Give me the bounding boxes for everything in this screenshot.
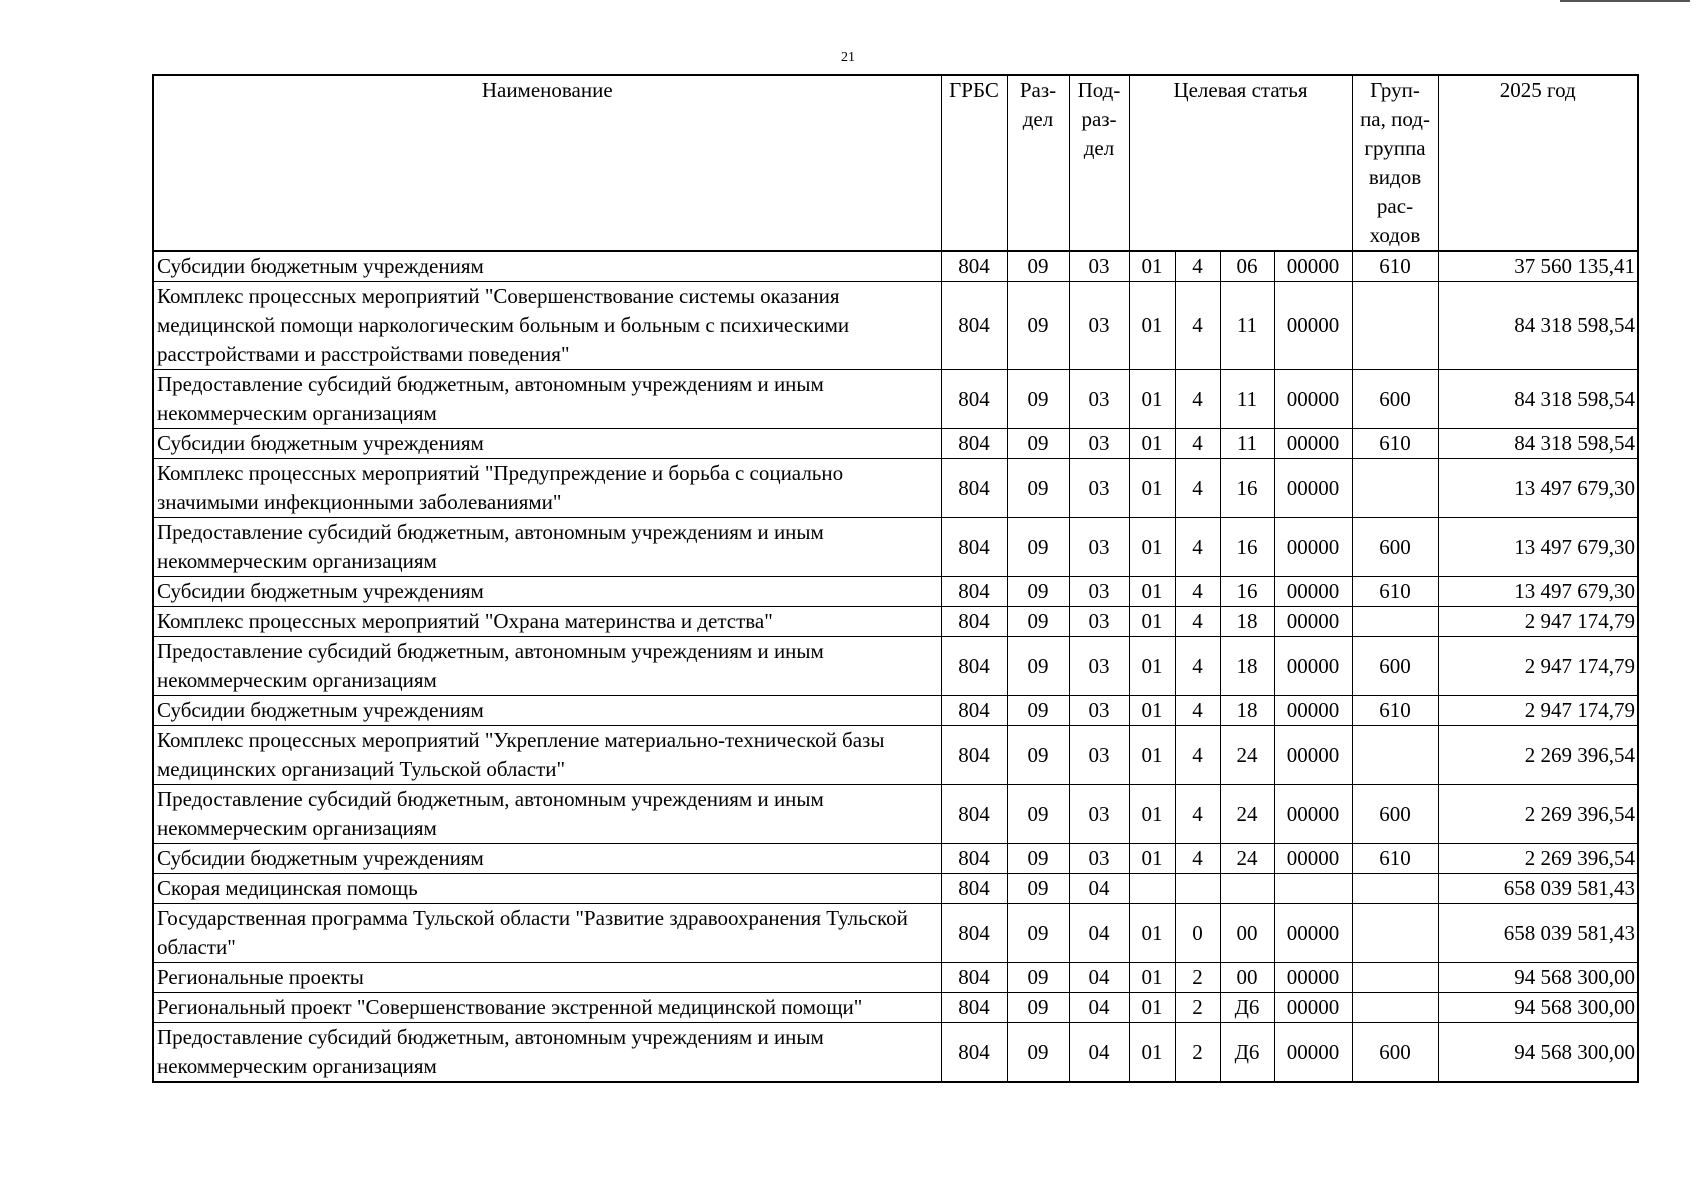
- target-program-cell: 01: [1129, 518, 1175, 577]
- grbs-cell: 804: [941, 607, 1007, 637]
- target-subprogram-cell: 16: [1220, 518, 1274, 577]
- podrazdel-cell: 03: [1069, 429, 1129, 459]
- expense-group-cell: [1352, 993, 1438, 1023]
- target-program-cell: 01: [1129, 251, 1175, 282]
- name-cell: Предоставление субсидий бюджетным, автономным учреждениям и иным некоммерческим организациям: [153, 370, 941, 429]
- amount-cell: 13 497 679,30: [1438, 459, 1638, 518]
- amount-cell: 2 269 396,54: [1438, 844, 1638, 874]
- name-cell: Комплекс процессных мероприятий "Укрепление материально-технической базы медицинских организаций Тульской области": [153, 726, 941, 785]
- target-program-cell: 01: [1129, 282, 1175, 370]
- table-row: [153, 637, 1638, 696]
- podrazdel-cell: 03: [1069, 844, 1129, 874]
- target-direction-cell: 00000: [1274, 637, 1352, 696]
- razdel-cell: 09: [1007, 963, 1069, 993]
- target-type-cell: 4: [1175, 785, 1220, 844]
- target-type-cell: 2: [1175, 993, 1220, 1023]
- razdel-cell: 09: [1007, 1023, 1069, 1083]
- grbs-cell: 804: [941, 637, 1007, 696]
- podrazdel-cell: 03: [1069, 518, 1129, 577]
- expense-group-cell: [1352, 874, 1438, 904]
- target-program-cell: 01: [1129, 993, 1175, 1023]
- podrazdel-cell: 03: [1069, 696, 1129, 726]
- target-type-cell: 4: [1175, 459, 1220, 518]
- expense-group-cell: [1352, 904, 1438, 963]
- target-program-cell: 01: [1129, 963, 1175, 993]
- target-direction-cell: 00000: [1274, 1023, 1352, 1083]
- table-row: [153, 963, 1638, 993]
- name-cell: Субсидии бюджетным учреждениям: [153, 577, 941, 607]
- target-program-cell: 01: [1129, 726, 1175, 785]
- grbs-cell: 804: [941, 459, 1007, 518]
- amount-cell: 94 568 300,00: [1438, 1023, 1638, 1083]
- grbs-cell: 804: [941, 844, 1007, 874]
- target-direction-cell: 00000: [1274, 963, 1352, 993]
- header-year: 2025 год: [1438, 75, 1638, 251]
- name-cell: Субсидии бюджетным учреждениям: [153, 251, 941, 282]
- table-header: [153, 75, 1638, 251]
- grbs-cell: 804: [941, 577, 1007, 607]
- amount-cell: 84 318 598,54: [1438, 370, 1638, 429]
- target-program-cell: 01: [1129, 459, 1175, 518]
- target-subprogram-cell: Д6: [1220, 993, 1274, 1023]
- name-cell: Комплекс процессных мероприятий "Предупреждение и борьба с социально значимыми инфекционными заболеваниями": [153, 459, 941, 518]
- header-celevaya-statya: Целевая статья: [1129, 75, 1352, 251]
- podrazdel-cell: 03: [1069, 637, 1129, 696]
- target-type-cell: 0: [1175, 904, 1220, 963]
- expense-group-cell: [1352, 726, 1438, 785]
- name-cell: Субсидии бюджетным учреждениям: [153, 844, 941, 874]
- target-direction-cell: 00000: [1274, 459, 1352, 518]
- target-subprogram-cell: 00: [1220, 904, 1274, 963]
- target-program-cell: 01: [1129, 429, 1175, 459]
- target-type-cell: 4: [1175, 637, 1220, 696]
- table-row: [153, 993, 1638, 1023]
- expense-group-cell: [1352, 607, 1438, 637]
- target-direction-cell: 00000: [1274, 518, 1352, 577]
- target-direction-cell: 00000: [1274, 251, 1352, 282]
- razdel-cell: 09: [1007, 874, 1069, 904]
- target-type-cell: 4: [1175, 726, 1220, 785]
- table-row: [153, 726, 1638, 785]
- amount-cell: 94 568 300,00: [1438, 963, 1638, 993]
- amount-cell: 2 947 174,79: [1438, 696, 1638, 726]
- target-subprogram-cell: 00: [1220, 963, 1274, 993]
- expense-group-cell: 610: [1352, 696, 1438, 726]
- podrazdel-cell: 03: [1069, 282, 1129, 370]
- razdel-cell: 09: [1007, 282, 1069, 370]
- target-type-cell: 4: [1175, 844, 1220, 874]
- table-row: [153, 282, 1638, 370]
- table-row: [153, 607, 1638, 637]
- table-row: [153, 904, 1638, 963]
- name-cell: Комплекс процессных мероприятий "Совершенствование системы оказания медицинской помощи наркологическим больным и больным с психическими расстройствами и расстройствами поведения": [153, 282, 941, 370]
- target-subprogram-cell: 11: [1220, 282, 1274, 370]
- corner-mark: [1560, 0, 1690, 2]
- podrazdel-cell: 04: [1069, 874, 1129, 904]
- grbs-cell: 804: [941, 874, 1007, 904]
- target-program-cell: 01: [1129, 577, 1175, 607]
- table-row: [153, 459, 1638, 518]
- expense-group-cell: 610: [1352, 429, 1438, 459]
- expense-group-cell: 600: [1352, 1023, 1438, 1083]
- grbs-cell: 804: [941, 518, 1007, 577]
- target-subprogram-cell: Д6: [1220, 1023, 1274, 1083]
- name-cell: Скорая медицинская помощь: [153, 874, 941, 904]
- target-program-cell: 01: [1129, 1023, 1175, 1083]
- target-type-cell: 2: [1175, 1023, 1220, 1083]
- expense-group-cell: 600: [1352, 637, 1438, 696]
- target-program-cell: 01: [1129, 844, 1175, 874]
- target-subprogram-cell: 18: [1220, 607, 1274, 637]
- target-subprogram-cell: 06: [1220, 251, 1274, 282]
- table-row: [153, 874, 1638, 904]
- header-gruppa-vidov-raskhodov: Груп- па, под- группа видов рас- ходов: [1352, 75, 1438, 251]
- target-direction-cell: [1274, 874, 1352, 904]
- target-direction-cell: 00000: [1274, 607, 1352, 637]
- target-program-cell: [1129, 874, 1175, 904]
- razdel-cell: 09: [1007, 844, 1069, 874]
- grbs-cell: 804: [941, 370, 1007, 429]
- expense-group-cell: 600: [1352, 370, 1438, 429]
- podrazdel-cell: 03: [1069, 251, 1129, 282]
- grbs-cell: 804: [941, 696, 1007, 726]
- target-subprogram-cell: 24: [1220, 785, 1274, 844]
- podrazdel-cell: 03: [1069, 785, 1129, 844]
- name-cell: Предоставление субсидий бюджетным, автономным учреждениям и иным некоммерческим организациям: [153, 637, 941, 696]
- target-program-cell: 01: [1129, 607, 1175, 637]
- target-direction-cell: 00000: [1274, 993, 1352, 1023]
- amount-cell: 37 560 135,41: [1438, 251, 1638, 282]
- amount-cell: 94 568 300,00: [1438, 993, 1638, 1023]
- razdel-cell: 09: [1007, 607, 1069, 637]
- podrazdel-cell: 04: [1069, 1023, 1129, 1083]
- razdel-cell: 09: [1007, 459, 1069, 518]
- table-row: [153, 785, 1638, 844]
- table-row: [153, 696, 1638, 726]
- amount-cell: 2 947 174,79: [1438, 607, 1638, 637]
- podrazdel-cell: 04: [1069, 963, 1129, 993]
- name-cell: Региональные проекты: [153, 963, 941, 993]
- target-program-cell: 01: [1129, 696, 1175, 726]
- grbs-cell: 804: [941, 1023, 1007, 1083]
- name-cell: Государственная программа Тульской области "Развитие здравоохранения Тульской области": [153, 904, 941, 963]
- target-program-cell: 01: [1129, 904, 1175, 963]
- target-subprogram-cell: 11: [1220, 370, 1274, 429]
- razdel-cell: 09: [1007, 696, 1069, 726]
- amount-cell: 84 318 598,54: [1438, 282, 1638, 370]
- razdel-cell: 09: [1007, 993, 1069, 1023]
- target-type-cell: 4: [1175, 429, 1220, 459]
- target-type-cell: 4: [1175, 518, 1220, 577]
- podrazdel-cell: 04: [1069, 993, 1129, 1023]
- target-program-cell: 01: [1129, 785, 1175, 844]
- razdel-cell: 09: [1007, 429, 1069, 459]
- table-row: [153, 251, 1638, 282]
- target-subprogram-cell: 24: [1220, 726, 1274, 785]
- razdel-cell: 09: [1007, 251, 1069, 282]
- name-cell: Предоставление субсидий бюджетным, автономным учреждениям и иным некоммерческим организациям: [153, 785, 941, 844]
- target-direction-cell: 00000: [1274, 726, 1352, 785]
- target-subprogram-cell: 24: [1220, 844, 1274, 874]
- target-direction-cell: 00000: [1274, 282, 1352, 370]
- name-cell: Субсидии бюджетным учреждениям: [153, 429, 941, 459]
- razdel-cell: 09: [1007, 785, 1069, 844]
- expense-group-cell: 610: [1352, 577, 1438, 607]
- budget-table: [152, 74, 1639, 1083]
- grbs-cell: 804: [941, 282, 1007, 370]
- target-type-cell: 4: [1175, 607, 1220, 637]
- target-type-cell: 4: [1175, 577, 1220, 607]
- target-subprogram-cell: 16: [1220, 577, 1274, 607]
- amount-cell: 84 318 598,54: [1438, 429, 1638, 459]
- razdel-cell: 09: [1007, 518, 1069, 577]
- target-direction-cell: 00000: [1274, 904, 1352, 963]
- expense-group-cell: 610: [1352, 251, 1438, 282]
- table-row: [153, 844, 1638, 874]
- target-type-cell: 4: [1175, 282, 1220, 370]
- name-cell: Комплекс процессных мероприятий "Охрана материнства и детства": [153, 607, 941, 637]
- expense-group-cell: [1352, 963, 1438, 993]
- target-type-cell: 4: [1175, 696, 1220, 726]
- razdel-cell: 09: [1007, 577, 1069, 607]
- target-subprogram-cell: 18: [1220, 696, 1274, 726]
- target-type-cell: [1175, 874, 1220, 904]
- podrazdel-cell: 03: [1069, 607, 1129, 637]
- name-cell: Предоставление субсидий бюджетным, автономным учреждениям и иным некоммерческим организациям: [153, 518, 941, 577]
- expense-group-cell: 600: [1352, 785, 1438, 844]
- target-type-cell: 2: [1175, 963, 1220, 993]
- header-grbs: ГРБС: [941, 75, 1007, 251]
- header-razdel: Раз- дел: [1007, 75, 1069, 251]
- target-direction-cell: 00000: [1274, 577, 1352, 607]
- amount-cell: 13 497 679,30: [1438, 577, 1638, 607]
- amount-cell: 2 269 396,54: [1438, 785, 1638, 844]
- grbs-cell: 804: [941, 904, 1007, 963]
- target-direction-cell: 00000: [1274, 844, 1352, 874]
- grbs-cell: 804: [941, 963, 1007, 993]
- page-number: 21: [841, 50, 855, 65]
- target-direction-cell: 00000: [1274, 370, 1352, 429]
- amount-cell: 658 039 581,43: [1438, 904, 1638, 963]
- target-direction-cell: 00000: [1274, 785, 1352, 844]
- table-row: [153, 429, 1638, 459]
- target-subprogram-cell: 18: [1220, 637, 1274, 696]
- razdel-cell: 09: [1007, 637, 1069, 696]
- podrazdel-cell: 03: [1069, 577, 1129, 607]
- header-podrazdel: Под- раз- дел: [1069, 75, 1129, 251]
- table-row: [153, 577, 1638, 607]
- razdel-cell: 09: [1007, 726, 1069, 785]
- razdel-cell: 09: [1007, 904, 1069, 963]
- amount-cell: 2 947 174,79: [1438, 637, 1638, 696]
- target-program-cell: 01: [1129, 637, 1175, 696]
- table-row: [153, 1023, 1638, 1083]
- amount-cell: 2 269 396,54: [1438, 726, 1638, 785]
- grbs-cell: 804: [941, 993, 1007, 1023]
- podrazdel-cell: 03: [1069, 726, 1129, 785]
- target-subprogram-cell: [1220, 874, 1274, 904]
- header-name: Наименование: [153, 75, 941, 251]
- expense-group-cell: 600: [1352, 518, 1438, 577]
- target-subprogram-cell: 16: [1220, 459, 1274, 518]
- grbs-cell: 804: [941, 251, 1007, 282]
- target-type-cell: 4: [1175, 251, 1220, 282]
- target-program-cell: 01: [1129, 370, 1175, 429]
- expense-group-cell: [1352, 282, 1438, 370]
- podrazdel-cell: 04: [1069, 904, 1129, 963]
- table-row: [153, 518, 1638, 577]
- name-cell: Предоставление субсидий бюджетным, автономным учреждениям и иным некоммерческим организациям: [153, 1023, 941, 1083]
- amount-cell: 13 497 679,30: [1438, 518, 1638, 577]
- name-cell: Субсидии бюджетным учреждениям: [153, 696, 941, 726]
- grbs-cell: 804: [941, 429, 1007, 459]
- podrazdel-cell: 03: [1069, 370, 1129, 429]
- target-subprogram-cell: 11: [1220, 429, 1274, 459]
- target-direction-cell: 00000: [1274, 429, 1352, 459]
- target-direction-cell: 00000: [1274, 696, 1352, 726]
- expense-group-cell: 610: [1352, 844, 1438, 874]
- expense-group-cell: [1352, 459, 1438, 518]
- podrazdel-cell: 03: [1069, 459, 1129, 518]
- razdel-cell: 09: [1007, 370, 1069, 429]
- grbs-cell: 804: [941, 726, 1007, 785]
- grbs-cell: 804: [941, 785, 1007, 844]
- amount-cell: 658 039 581,43: [1438, 874, 1638, 904]
- name-cell: Региональный проект "Совершенствование экстренной медицинской помощи": [153, 993, 941, 1023]
- target-type-cell: 4: [1175, 370, 1220, 429]
- table-row: [153, 370, 1638, 429]
- table-body: [153, 251, 1638, 1082]
